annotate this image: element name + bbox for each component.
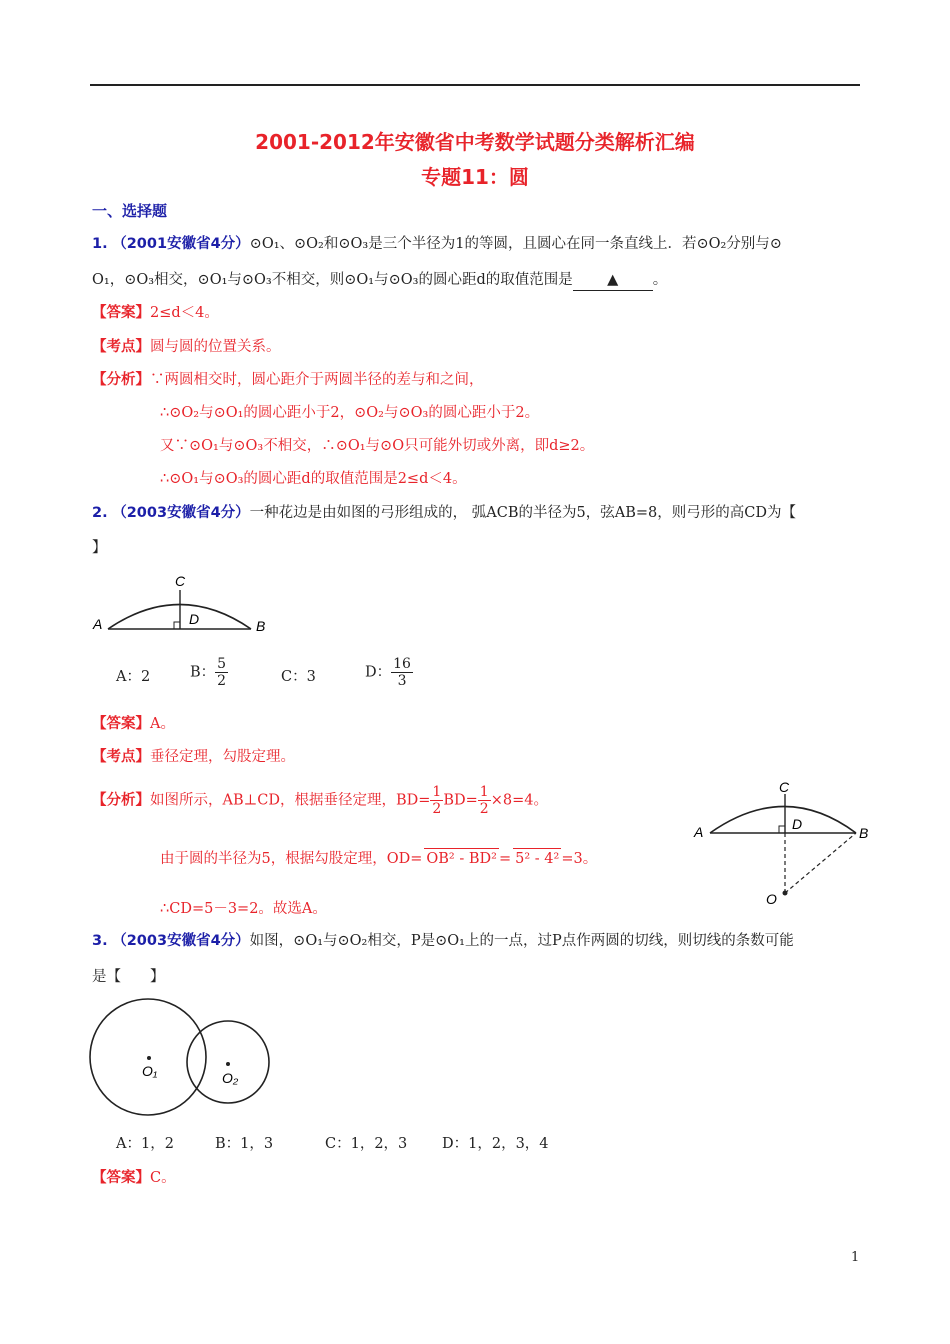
q1-line2	[92, 270, 667, 291]
frac-numerator: 1	[479, 784, 489, 800]
q2-analysis-line3: ∴CD=5－3=2。故选A。	[160, 901, 327, 917]
center-point	[783, 891, 788, 896]
right-angle-mark	[174, 622, 180, 629]
equals-sign: =	[498, 851, 512, 867]
q2-text2: 】	[92, 540, 107, 556]
segment-center-figure	[690, 778, 880, 908]
q3-option-a: A：1，2	[116, 1136, 174, 1152]
right-angle-mark	[779, 826, 785, 833]
two-circles-figure	[86, 996, 276, 1120]
q1-text2-end: 。	[652, 272, 668, 288]
q2-option-b-label: B：	[190, 664, 216, 681]
q3-text2: 是【 】	[92, 969, 165, 985]
q1-analysis-line: 又∵⊙O₁与⊙O₃不相交，∴⊙O₁与⊙O只可能外切或外离，即d≥2。	[160, 438, 595, 454]
q1-point-text: 圆与圆的位置关系。	[150, 339, 281, 355]
q2-analysis	[92, 784, 548, 817]
frac-numerator: 16	[393, 656, 411, 672]
q2-analysis-text: BD=	[443, 792, 478, 809]
q2-point	[92, 747, 295, 767]
frac-denominator: 2	[479, 801, 489, 817]
q1-number: 1.	[92, 236, 108, 252]
fraction	[215, 656, 228, 689]
q2-analysis-text: 如图所示，AB⊥CD，根据垂径定理，BD=	[150, 792, 431, 809]
q2-analysis-text: ×8=4。	[490, 792, 548, 809]
point-tag: 【考点】	[92, 749, 150, 765]
q2-source: （2003安徽省4分）	[112, 505, 250, 521]
q3-number: 3.	[92, 933, 108, 949]
label-o: O	[766, 891, 777, 907]
fraction	[478, 784, 491, 817]
frac-numerator: 5	[217, 656, 227, 672]
q3-text1: 如图，⊙O₁与⊙O₂相交，P是⊙O₁上的一点，过P点作两圆的切线，则切线的条数可能	[249, 933, 794, 949]
q2-answer-text: A。	[150, 716, 175, 732]
q1-analysis-line: ∴⊙O₂与⊙O₁的圆心距小于2，⊙O₂与⊙O₃的圆心距小于2。	[160, 405, 540, 421]
label-a: A	[694, 824, 704, 840]
analysis-tag: 【分析】	[92, 792, 150, 809]
radius-ob	[785, 833, 856, 893]
q1-blank: ▲	[573, 270, 653, 291]
page-title: 2001-2012年安徽省中考数学试题分类解析汇编	[255, 130, 695, 154]
q3-answer-text: C。	[150, 1170, 176, 1186]
frac-numerator: 1	[432, 784, 442, 800]
arc-acb	[710, 807, 856, 834]
q3-source: （2003安徽省4分）	[112, 933, 250, 949]
answer-tag: 【答案】	[92, 305, 150, 321]
page-subtitle: 专题11：圆	[421, 165, 529, 189]
frac-denominator: 2	[432, 801, 442, 817]
center-o2	[226, 1062, 230, 1066]
q1-line1	[92, 234, 782, 254]
q3-answer	[92, 1168, 176, 1188]
q1-analysis-line: ∴⊙O₁与⊙O₃的圆心距d的取值范围是2≤d＜4。	[160, 471, 467, 487]
q2-line1	[92, 503, 796, 523]
analysis-tag: 【分析】	[92, 372, 150, 388]
q1-text2: O₁，⊙O₃相交，⊙O₁与⊙O₃不相交，则⊙O₁与⊙O₃的圆心距d的取值范围是	[92, 272, 573, 288]
q2-analysis-text: =3。	[561, 851, 598, 867]
page-number: 1	[851, 1250, 860, 1265]
q3-option-c: C：1，2，3	[325, 1136, 408, 1152]
label-c: C	[175, 573, 186, 589]
q1-point	[92, 337, 281, 357]
point-tag: 【考点】	[92, 339, 150, 355]
q3-option-d: D：1，2，3，4	[442, 1136, 549, 1152]
sqrt-expression: 5² - 4²	[513, 848, 561, 869]
fraction	[430, 784, 443, 817]
q1-answer	[92, 303, 219, 323]
q2-option-d	[365, 656, 413, 689]
q2-option-c: C：3	[281, 669, 316, 685]
label-o1: O₁	[142, 1063, 158, 1079]
q2-point-text: 垂径定理，勾股定理。	[150, 749, 295, 765]
section-heading: 一、选择题	[92, 202, 168, 220]
label-d: D	[792, 816, 803, 832]
frac-denominator: 2	[217, 673, 227, 689]
label-d: D	[189, 611, 200, 627]
q1-source: （2001安徽省4分）	[112, 236, 250, 252]
q1-analysis-line: ∵两圆相交时，圆心距介于两圆半径的差与和之间，	[150, 372, 484, 388]
segment-figure	[88, 570, 278, 640]
label-b: B	[256, 618, 266, 634]
q2-option-d-label: D：	[365, 664, 392, 681]
center-o1	[147, 1056, 151, 1060]
label-a: A	[93, 616, 103, 632]
q3-option-b: B：1，3	[215, 1136, 274, 1152]
fraction	[391, 656, 413, 689]
header-rule	[90, 84, 860, 86]
q1-text1: ⊙O₁、⊙O₂和⊙O₃是三个半径为1的等圆，且圆心在同一条直线上．若⊙O₂分别与⊙	[249, 236, 782, 252]
label-b: B	[859, 825, 869, 841]
q2-text1: 一种花边是由如图的弓形组成的， 弧ACB的半径为5，弦AB=8，则弓形的高CD为【	[249, 505, 796, 521]
q2-analysis-line2	[160, 848, 597, 869]
answer-tag: 【答案】	[92, 716, 150, 732]
label-o2: O₂	[222, 1070, 239, 1086]
answer-tag: 【答案】	[92, 1170, 150, 1186]
q1-analysis	[92, 370, 484, 390]
label-c: C	[779, 779, 790, 795]
sqrt-expression: OB² - BD²	[424, 848, 499, 869]
q2-number: 2.	[92, 505, 108, 521]
q3-line1	[92, 931, 794, 951]
q1-answer-text: 2≤d＜4。	[150, 305, 219, 321]
frac-denominator: 3	[397, 673, 407, 689]
q2-option-b	[190, 656, 228, 689]
q2-answer	[92, 714, 175, 734]
q2-option-a: A：2	[116, 669, 151, 685]
q2-analysis-text: 由于圆的半径为5，根据勾股定理，OD=	[160, 851, 423, 867]
